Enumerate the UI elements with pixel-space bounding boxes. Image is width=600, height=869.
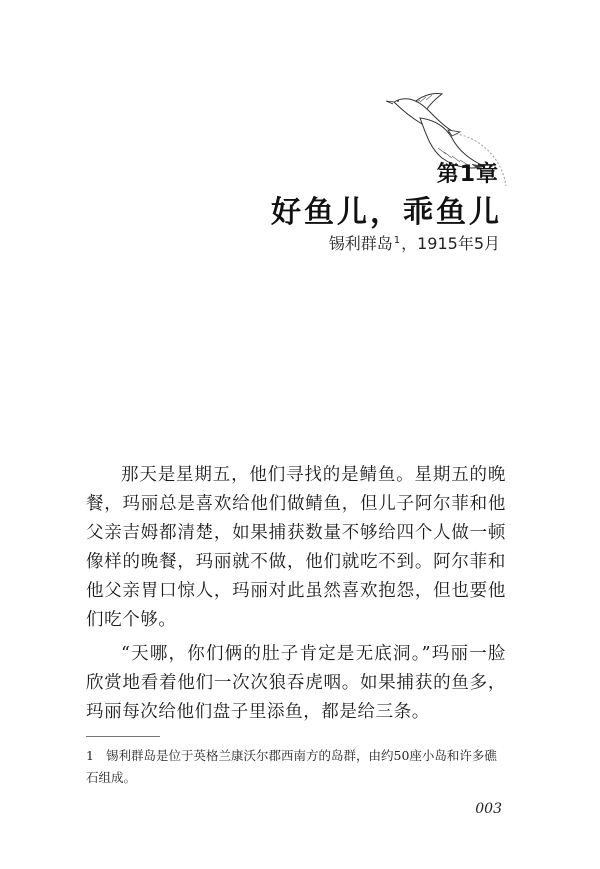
page-number: 003 — [475, 801, 502, 817]
footnote-reference[interactable]: 1 — [393, 234, 401, 246]
footnote-divider — [86, 736, 160, 737]
footnote-text: 锡利群岛是位于英格兰康沃尔郡西南方的岛群，由约50座小岛和许多礁石组成。 — [86, 748, 497, 785]
chapter-subtitle — [329, 231, 500, 254]
chapter-title: 好鱼儿，乖鱼儿 — [271, 195, 502, 230]
body-text — [86, 461, 506, 732]
subtitle-place: 锡利群岛 — [328, 234, 393, 253]
chapter-number: 第1章 — [436, 162, 499, 187]
paragraph: 那天是星期五，他们寻找的是鲭鱼。星期五的晚餐，玛丽总是喜欢给他们做鲭鱼，但儿子阿尔菲和他父亲吉姆都清楚，如果捕获数量不够给四个人做一顿像样的晚餐，玛丽就不做，他们就吃不到。阿尔菲和他父亲胃口惊人，玛丽对此虽然喜欢抱怨，但也要他们吃个够。 — [86, 465, 506, 630]
paragraph: “天哪，你们俩的肚子肯定是无底洞。”玛丽一脸欣赏地看着他们一次次狼吞虎咽。如果捕获的鱼多，玛丽每次给他们盘子里添鱼，都是给三条。 — [86, 644, 506, 722]
footnote-number: 1 — [86, 748, 94, 763]
footnote — [86, 745, 506, 789]
subtitle-date: ，1915年5月 — [401, 234, 500, 253]
